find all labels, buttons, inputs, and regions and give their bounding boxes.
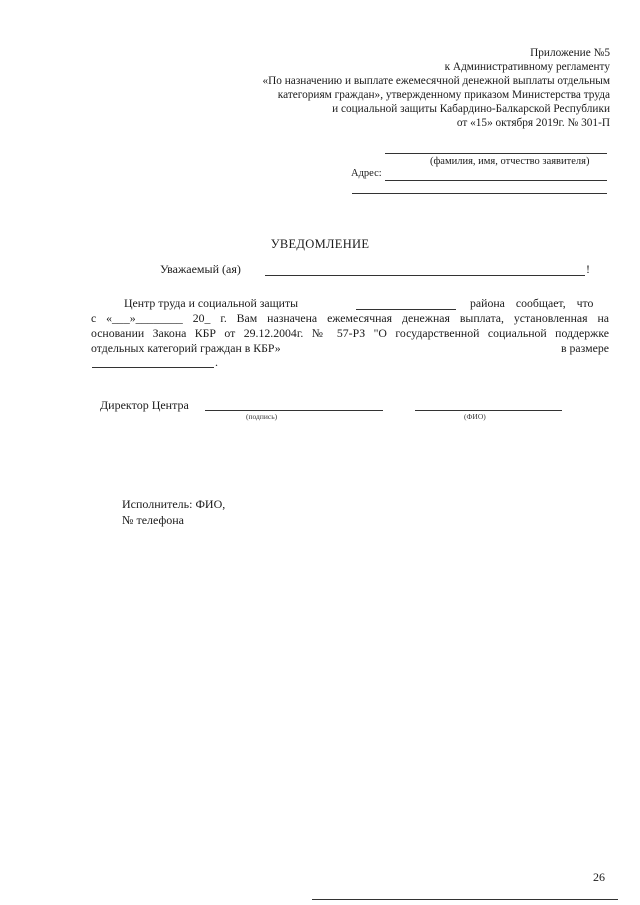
- notice-line-4-text: отдельных категорий граждан в КБР»: [91, 341, 281, 355]
- footer-rule: [312, 899, 618, 900]
- notice-line-3: основании Закона КБР от 29.12.2004г. № 57-РЗ "О государственной социальной поддержке: [91, 326, 609, 340]
- executor-block: [122, 496, 225, 528]
- amount-field[interactable]: [92, 367, 214, 368]
- executor-phone: № телефона: [122, 513, 185, 527]
- director-label: Директор Центра: [100, 398, 189, 412]
- executor-name: Исполнитель: ФИО,: [122, 497, 226, 511]
- amount-label: в размере: [561, 341, 609, 355]
- address-label: Адрес:: [351, 168, 382, 179]
- applicant-name-caption: (фамилия, имя, отчество заявителя): [430, 156, 590, 167]
- signature-caption: (подпись): [246, 412, 278, 421]
- header-line-title-2: категориям граждан», утвержденному приказом Министерства труда: [277, 89, 610, 101]
- greeting-label: Уважаемый (ая): [160, 262, 241, 276]
- notice-title: УВЕДОМЛЕНИЕ: [270, 237, 370, 251]
- address-field-line-2[interactable]: [352, 193, 607, 194]
- district-field[interactable]: [356, 309, 456, 310]
- director-fio-field[interactable]: [415, 410, 562, 411]
- header-line-regulation: к Административному регламенту: [444, 61, 610, 73]
- director-signature-field[interactable]: [205, 410, 383, 411]
- notice-line-4: [91, 341, 609, 356]
- address-field-line-1[interactable]: [385, 180, 607, 181]
- header-line-ministry: и социальной защиты Кабардино-Балкарской Республики: [332, 103, 610, 115]
- header-line-title-1: «По назначению и выплате ежемесячной денежной выплаты отдельным: [262, 75, 610, 87]
- header-line-order-date: от «15» октября 2019г. № 301-П: [456, 117, 610, 129]
- notice-line-2: с «___»________ 20_ г. Вам назначена ежемесячная денежная выплата, установленная на: [91, 311, 609, 325]
- applicant-name-field[interactable]: [385, 153, 607, 154]
- appendix-header: [190, 46, 610, 130]
- fio-caption: (ФИО): [464, 412, 486, 421]
- amount-period: .: [215, 355, 218, 369]
- center-label: Центр труда и социальной защиты: [124, 296, 299, 310]
- district-suffix: района сообщает, что: [470, 296, 594, 310]
- page-number: 26: [593, 870, 605, 884]
- greeting-exclamation: !: [586, 262, 590, 276]
- header-line-appendix: Приложение №5: [530, 47, 610, 59]
- recipient-name-field[interactable]: [265, 275, 585, 276]
